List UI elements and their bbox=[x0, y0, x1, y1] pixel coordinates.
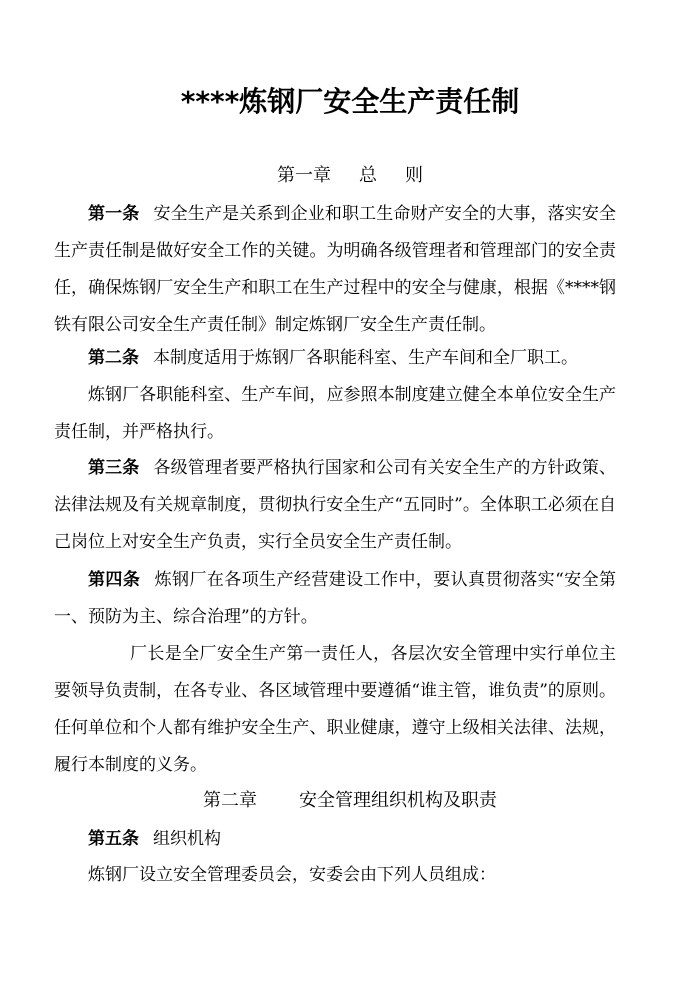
article-5-text-2: 炼钢厂设立安全管理委员会，安委会由下列人员组成： bbox=[88, 865, 496, 885]
article-3-label: 第三条 bbox=[88, 458, 140, 478]
article-1-text: 安全生产是关系到企业和职工生命财产安全的大事，落实安全生产责任制是做好安全工作的关键。为明确各级管理者和管理部门的安全责任，确保炼钢厂安全生产和职工在生产过程中的安全与健康，根据《****钢铁有限公司安全生产责任制》制定炼钢厂安全生产责任制。 bbox=[54, 204, 617, 335]
chapter-1-name-part2: 则 bbox=[405, 165, 423, 186]
article-5-paragraph bbox=[54, 821, 616, 858]
document-title: ****炼钢厂安全生产责任制 bbox=[180, 85, 520, 118]
article-2-label: 第二条 bbox=[88, 348, 139, 368]
article-2-text-2: 炼钢厂各职能科室、生产车间，应参照本制度建立健全本单位安全生产责任制，并严格执行。 bbox=[54, 385, 616, 442]
chapter-2-name: 安全管理组织机构及职责 bbox=[299, 790, 497, 811]
article-4-text-2: 厂长是全厂安全生产第一责任人，各层次安全管理中实行单位主要领导负责制，在各专业、各区域管理中要遵循“谁主管，谁负责”的原则。任何单位和个人都有维护安全生产、职业健康，遵守上级相关法律、法规，履行本制度的义务。 bbox=[54, 644, 616, 775]
chapter-1-name-part1: 总 bbox=[359, 165, 377, 186]
article-4-paragraph bbox=[54, 562, 616, 636]
article-1-paragraph bbox=[54, 196, 616, 344]
article-5-label: 第五条 bbox=[88, 829, 139, 849]
article-4-label: 第四条 bbox=[88, 570, 141, 590]
article-5-text: 组织机构 bbox=[153, 829, 221, 849]
chapter-2-number: 第二章 bbox=[203, 790, 257, 811]
article-4-text: 炼钢厂在各项生产经营建设工作中，要认真贯彻落实“安全第一、预防为主、综合治理”的方针。 bbox=[54, 570, 616, 627]
article-2-paragraph bbox=[54, 340, 616, 377]
article-3-text: 各级管理者要严格执行国家和公司有关安全生产的方针政策、法律法规及有关规章制度，贯彻执行安全生产“五同时”。全体职工必须在自己岗位上对安全生产负责，实行全员安全生产责任制。 bbox=[54, 458, 617, 552]
article-5-paragraph-2 bbox=[54, 857, 616, 894]
chapter-2-heading bbox=[0, 788, 700, 814]
article-2-text: 本制度适用于炼钢厂各职能科室、生产车间和全厂职工。 bbox=[153, 348, 578, 368]
article-4-paragraph-2 bbox=[54, 636, 616, 784]
chapter-1-number: 第一章 bbox=[277, 165, 331, 186]
article-1-label: 第一条 bbox=[88, 204, 140, 224]
chapter-1-heading bbox=[0, 163, 700, 189]
article-3-paragraph bbox=[54, 450, 616, 561]
article-2-paragraph-2 bbox=[54, 377, 616, 451]
